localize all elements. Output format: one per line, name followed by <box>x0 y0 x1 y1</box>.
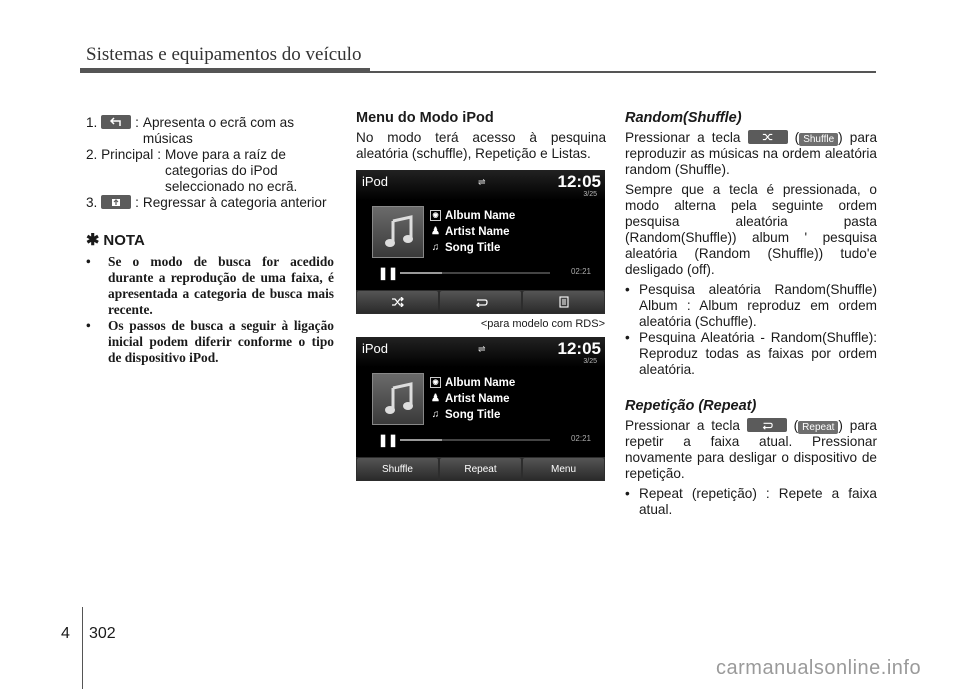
header-rule <box>80 71 876 73</box>
text-run: para reproduzir as músicas na ordem aleatória random (Shuffle). <box>625 130 878 177</box>
list-item: • Se o modo de busca for acedido durante a reprodução de uma faixa, é apresentada a categoria de busca mais recente. <box>86 254 334 318</box>
album-icon: ◉ <box>430 210 441 221</box>
item-sep: : <box>157 147 162 162</box>
text-run: Pressionar a tecla <box>625 418 740 433</box>
song-title: Song Title <box>445 241 501 254</box>
elapsed-time: 02:21 <box>570 267 591 276</box>
nota-heading <box>86 233 334 249</box>
repeat-list <box>625 486 877 518</box>
repeat-chip: Repeat <box>798 421 838 434</box>
album-name: Album Name <box>445 209 516 222</box>
repeat-heading: Repetição (Repeat) <box>625 398 757 414</box>
usb-icon: ⇌ <box>478 344 486 354</box>
note-icon: ♫ <box>431 242 440 253</box>
artist-name: Artist Name <box>445 392 510 405</box>
shuffle-paragraph-2: Sempre que a tecla é pressionada, o modo alterna pela seguinte ordem pesquisa aleatória pasta (Random(Shuffle)) album ' pesquisa aleatória (Random (Shuffle)) tudo'e desligado (off). <box>625 182 877 277</box>
pause-icon: ❚❚ <box>378 433 399 447</box>
artist-icon: ♟ <box>431 393 440 404</box>
album-art <box>372 206 424 258</box>
list-item-1 <box>86 115 334 147</box>
page-header-title: Sistemas e equipamentos do veículo <box>86 44 362 65</box>
section-heading: Menu do Modo iPod <box>356 110 494 126</box>
list-item: • Repeat (repetição) : Repete a faixa atual. <box>625 486 877 518</box>
elapsed-time: 02:21 <box>570 434 591 443</box>
item-text-line: Apresenta o ecrã com as <box>142 115 295 130</box>
song-row <box>430 240 500 255</box>
page-number: 302 <box>89 625 116 642</box>
clock: 12:05 <box>557 172 601 191</box>
artist-name: Artist Name <box>445 225 510 238</box>
chapter-number: 4 <box>61 625 70 642</box>
item-sep: : <box>135 115 139 130</box>
watermark: carmanualsonline.info <box>716 657 922 679</box>
item-number: 1. <box>86 115 98 130</box>
screen-button-bar <box>356 290 605 314</box>
shuffle-button[interactable]: Shuffle <box>357 458 438 480</box>
album-row <box>430 375 515 390</box>
column-1 <box>86 115 334 366</box>
item-text: Regressar à categoria anterior <box>142 195 327 210</box>
screen-button-bar <box>356 457 605 481</box>
progress-bar <box>400 272 550 274</box>
list-item-2 <box>86 147 334 195</box>
repeat-paragraph: Pressionar a tecla ( Repeat ) para repetir a faixa atual. Pressionar novamente para desligar o dispositivo de repetição. <box>625 418 877 481</box>
item-label: 2. Principal <box>86 147 154 162</box>
pause-icon: ❚❚ <box>378 266 399 280</box>
item-text-line: músicas <box>142 131 193 146</box>
shuffle-list <box>625 282 877 378</box>
column-3 <box>625 110 877 518</box>
track-position: 3/25 <box>583 191 597 198</box>
item-number: 3. <box>86 195 98 210</box>
artist-icon: ♟ <box>431 226 440 237</box>
list-item: • Pesquina Aleatória - Random(Shuffle): Reproduz todas as faixas por ordem aleatória. <box>625 330 877 378</box>
track-position: 3/25 <box>583 358 597 365</box>
back-arrow-icon <box>101 115 131 129</box>
item-text-line: seleccionado no ecrã. <box>165 179 298 194</box>
folder-up-icon <box>101 195 131 209</box>
intro-paragraph: No modo terá acesso à pesquina aleatória (schuffle), Repetição e Listas. <box>356 130 606 161</box>
shuffle-heading: Random(Shuffle) <box>625 110 742 126</box>
item-sep: : <box>135 195 139 210</box>
shuffle-icon[interactable] <box>357 291 438 313</box>
progress-fill <box>400 272 442 274</box>
column-2 <box>356 110 606 166</box>
repeat-key-icon <box>747 418 787 432</box>
nota-title: NOTA <box>103 232 145 249</box>
shuffle-chip: Shuffle <box>799 133 838 146</box>
nota-list <box>86 254 334 366</box>
clock: 12:05 <box>557 339 601 358</box>
artist-row <box>430 224 510 239</box>
source-label: iPod <box>362 341 389 356</box>
item-text-line: categorias do iPod <box>165 163 278 178</box>
album-name: Album Name <box>445 376 516 389</box>
item-text-line: Move para a raíz de <box>165 147 286 162</box>
item-text <box>143 115 334 147</box>
music-note-icon <box>383 215 415 249</box>
item-text <box>165 147 334 195</box>
list-icon[interactable] <box>523 291 604 313</box>
text-run: Pressionar a tecla <box>625 130 741 145</box>
album-row <box>430 208 515 223</box>
star-icon: ✱ <box>86 232 100 249</box>
album-art <box>372 373 424 425</box>
note-icon: ♫ <box>431 409 440 420</box>
page-number-divider <box>82 607 83 689</box>
song-title: Song Title <box>445 408 501 421</box>
artist-row <box>430 391 510 406</box>
list-item-3 <box>86 195 334 211</box>
music-note-icon <box>383 382 415 416</box>
album-icon: ◉ <box>430 377 441 388</box>
list-item: • Os passos de busca a seguir à ligação inicial podem diferir conforme o tipo de dispositivo iPod. <box>86 318 334 366</box>
ipod-screen-2 <box>356 337 605 481</box>
ipod-screen-1 <box>356 170 605 314</box>
usb-icon: ⇌ <box>478 177 486 187</box>
menu-button[interactable]: Menu <box>523 458 604 480</box>
source-label: iPod <box>362 174 389 189</box>
song-row <box>430 407 500 422</box>
repeat-icon[interactable] <box>440 291 521 313</box>
shuffle-paragraph-1: Pressionar a tecla ( Shuffle ) para reproduzir as músicas na ordem aleatória random (Shuffle). <box>625 130 878 177</box>
repeat-button[interactable]: Repeat <box>440 458 521 480</box>
progress-bar <box>400 439 550 441</box>
text-run: para repetir a faixa atual. Pressionar novamente para desligar o dispositivo de repetição. <box>625 418 877 481</box>
shuffle-key-icon <box>748 130 788 144</box>
progress-fill <box>400 439 442 441</box>
screen-caption: <para modelo com RDS> <box>480 318 605 330</box>
list-item: • Pesquisa aleatória Random(Shuffle) Album : Album reproduz em ordem aleatória (Schuffle). <box>625 282 877 330</box>
